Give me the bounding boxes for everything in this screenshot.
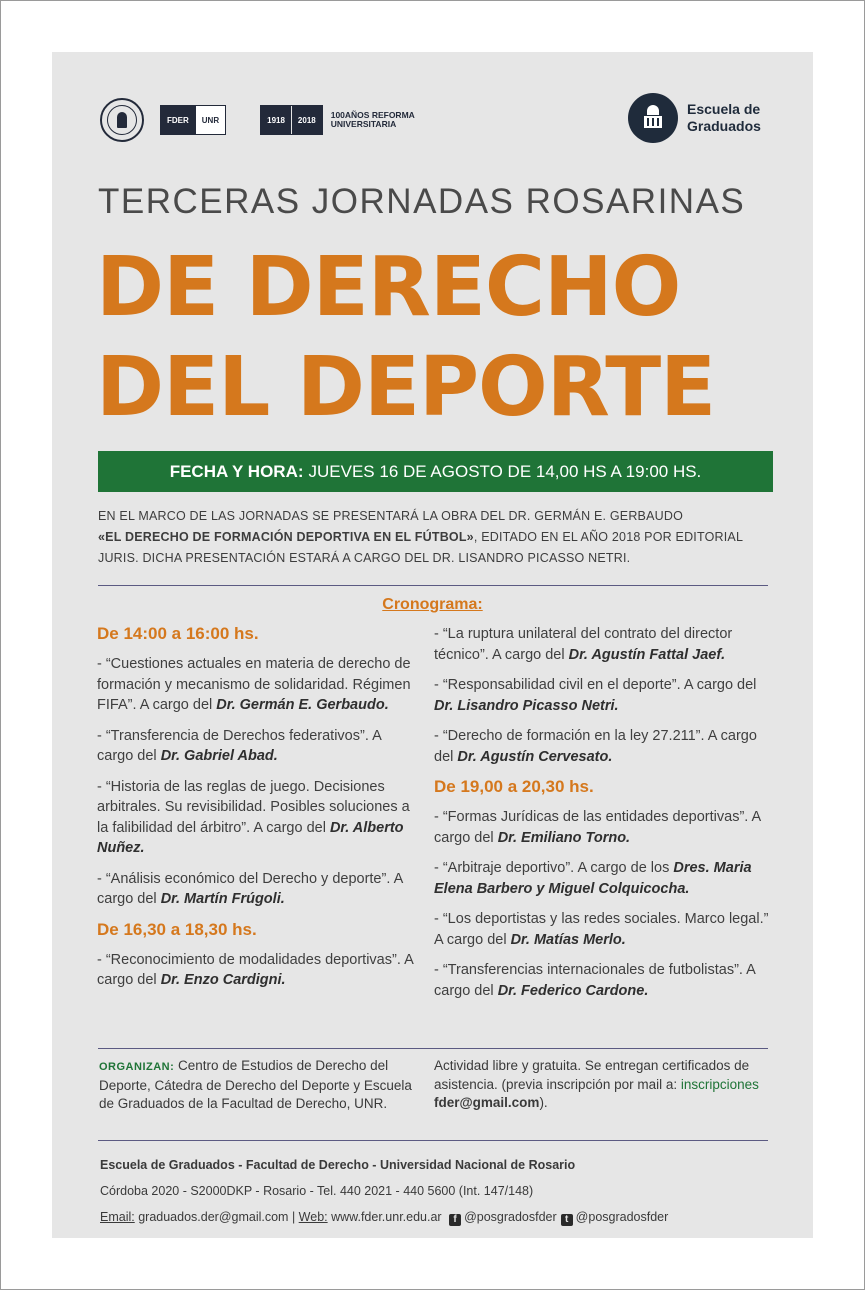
footer-contact bbox=[100, 1204, 780, 1230]
escuela-logo-text: Escuela de Graduados bbox=[687, 101, 761, 134]
intro-part-1: EN EL MARCO DE LAS JORNADAS SE PRESENTARÁ LA OBRA DEL DR. GERMÁN E. GERBAUDO bbox=[98, 509, 684, 523]
actividad-close: ). bbox=[539, 1095, 548, 1110]
building-icon bbox=[628, 93, 678, 143]
actividad-block bbox=[434, 1057, 779, 1113]
divider-top bbox=[98, 585, 768, 586]
organizan-block bbox=[99, 1057, 423, 1114]
divider-bottom bbox=[98, 1140, 768, 1141]
facebook-icon: f bbox=[449, 1214, 461, 1226]
fder-unr-logo bbox=[160, 105, 226, 135]
twitter-handle[interactable]: @posgradosfder bbox=[575, 1210, 669, 1224]
talk-speaker: Dr. Emiliano Torno. bbox=[497, 829, 631, 846]
slot-heading: De 14:00 a 16:00 hs. bbox=[97, 624, 259, 643]
talk-speaker: Dr. Agustín Cervesato. bbox=[457, 748, 613, 765]
web-label: Web: bbox=[298, 1210, 328, 1224]
talk-speaker: Dres. Maria Elena Barbero y Miguel Colquicocha. bbox=[434, 860, 752, 897]
cronograma-heading: Cronograma: bbox=[382, 596, 483, 613]
header-logos bbox=[100, 96, 421, 144]
talk-title: - “Los deportistas y las redes sociales. Marco legal.” A cargo del bbox=[434, 911, 769, 948]
talk-title: - “Cuestiones actuales en materia de derecho de formación y mecanismo de solidaridad. Régimen FIFA”. A cargo del bbox=[97, 656, 411, 713]
title-line-1: DE DERECHO bbox=[96, 240, 681, 335]
schedule-item bbox=[434, 909, 772, 950]
year-2018: 2018 bbox=[291, 106, 322, 134]
email-link[interactable]: graduados.der@gmail.com | bbox=[134, 1210, 299, 1224]
actividad-text: Actividad libre y gratuita. Se entregan certificados de asistencia. (previa inscripción por mail a: bbox=[434, 1058, 750, 1092]
talk-speaker: Dr. Alberto Nuñez. bbox=[97, 819, 404, 856]
schedule-item bbox=[434, 675, 772, 716]
schedule-item bbox=[434, 726, 772, 767]
date-value: JUEVES 16 DE AGOSTO DE 14,00 HS A 19:00 HS. bbox=[308, 461, 702, 481]
web-link[interactable]: www.fder.unr.edu.ar bbox=[327, 1210, 446, 1224]
event-subtitle: TERCERAS JORNADAS ROSARINAS bbox=[98, 182, 746, 221]
talk-title: - “Historia de las reglas de juego. Decisiones arbitrales. Su revisibilidad. Posibles soluciones a la falibilidad del árbitro”. A cargo del bbox=[97, 778, 410, 836]
talk-speaker: Dr. Enzo Cardigni. bbox=[160, 972, 286, 988]
talk-speaker: Dr. Federico Cardone. bbox=[497, 982, 649, 999]
talk-title: - “Responsabilidad civil en el deporte”. A cargo del bbox=[434, 677, 757, 693]
schedule-item bbox=[434, 807, 772, 848]
talk-title: - “Reconocimiento de modalidades deportivas”. A cargo del bbox=[97, 951, 413, 988]
mail-prefix: inscripciones bbox=[680, 1076, 759, 1092]
schedule-item bbox=[434, 624, 772, 665]
intro-part-2: , EDITADO EN EL AÑO 2018 POR EDITORIAL JURIS. DICHA PRESENTACIÓN ESTARÁ A CARGO DEL DR. LISANDRO PICASSO NETRI. bbox=[98, 530, 743, 565]
footer-address: Córdoba 2020 - S2000DKP - Rosario - Tel. 440 2021 - 440 5600 (Int. 147/148) bbox=[100, 1184, 534, 1198]
schedule-item bbox=[97, 950, 417, 991]
schedule-item bbox=[434, 858, 772, 899]
talk-speaker: Dr. Martín Frúgoli. bbox=[160, 891, 285, 907]
talk-title: - “Formas Jurídicas de las entidades deportivas”. A cargo del bbox=[434, 809, 761, 846]
talk-title: - “Derecho de formación en la ley 27.211”. A cargo del bbox=[434, 728, 757, 765]
organizan-text: Centro de Estudios de Derecho del Deporte, Cátedra de Derecho del Deporte y Escuela de Graduados de la Facultad de Derecho, UNR. bbox=[99, 1058, 412, 1111]
date-label: FECHA Y HORA: bbox=[169, 461, 304, 481]
footer bbox=[100, 1152, 780, 1230]
talk-title: - “La ruptura unilateral del contrato del director técnico”. A cargo del bbox=[434, 626, 733, 663]
schedule-item bbox=[97, 726, 417, 767]
book-title: «EL DERECHO DE FORMACIÓN DEPORTIVA EN EL FÚTBOL» bbox=[98, 530, 474, 544]
centenario-logo bbox=[260, 105, 421, 135]
date-bar bbox=[98, 451, 773, 492]
unr-seal-logo bbox=[100, 98, 144, 142]
unr-logo-text: UNR bbox=[195, 106, 225, 134]
schedule-left-column bbox=[97, 624, 417, 1001]
centenario-text: 100AÑOS REFORMA UNIVERSITARIA bbox=[330, 110, 415, 129]
schedule-item bbox=[434, 960, 772, 1001]
talk-speaker: Dr. Matías Merlo. bbox=[510, 931, 626, 948]
talk-speaker: Dr. Gabriel Abad. bbox=[160, 748, 278, 764]
twitter-icon: t bbox=[561, 1214, 573, 1226]
divider-middle bbox=[98, 1048, 768, 1049]
escuela-graduados-logo bbox=[628, 93, 787, 143]
talk-title: - “Arbitraje deportivo”. A cargo de los bbox=[434, 860, 674, 876]
facebook-handle[interactable]: @posgradosfder bbox=[464, 1210, 557, 1224]
talk-title: - “Transferencias internacionales de futbolistas”. A cargo del bbox=[434, 962, 756, 999]
email-label: Email: bbox=[100, 1210, 135, 1224]
footer-institution: Escuela de Graduados - Facultad de Derecho - Universidad Nacional de Rosario bbox=[100, 1158, 576, 1172]
schedule-item bbox=[97, 654, 417, 716]
schedule-item bbox=[97, 777, 417, 859]
title-line-2: DEL DEPORTE bbox=[96, 340, 716, 435]
talk-title: - “Análisis económico del Derecho y deporte”. A cargo del bbox=[97, 870, 403, 907]
talk-speaker: Dr. Agustín Fattal Jaef. bbox=[568, 646, 726, 663]
talk-speaker: Dr. Germán E. Gerbaudo. bbox=[216, 697, 389, 713]
mail-domain: fder@gmail.com bbox=[434, 1095, 540, 1110]
organizan-label: ORGANIZAN: bbox=[99, 1061, 175, 1073]
intro-paragraph bbox=[98, 506, 773, 569]
slot-heading: De 19,00 a 20,30 hs. bbox=[434, 777, 594, 796]
schedule-right-column bbox=[434, 624, 772, 1011]
event-title bbox=[96, 238, 715, 438]
schedule-item bbox=[97, 869, 417, 910]
year-1918: 1918 bbox=[261, 106, 291, 134]
slot-heading: De 16,30 a 18,30 hs. bbox=[97, 919, 257, 939]
talk-speaker: Dr. Lisandro Picasso Netri. bbox=[434, 697, 619, 714]
talk-title: - “Transferencia de Derechos federativos”. A cargo del bbox=[97, 727, 381, 764]
fder-logo-text: FDER bbox=[161, 106, 195, 134]
